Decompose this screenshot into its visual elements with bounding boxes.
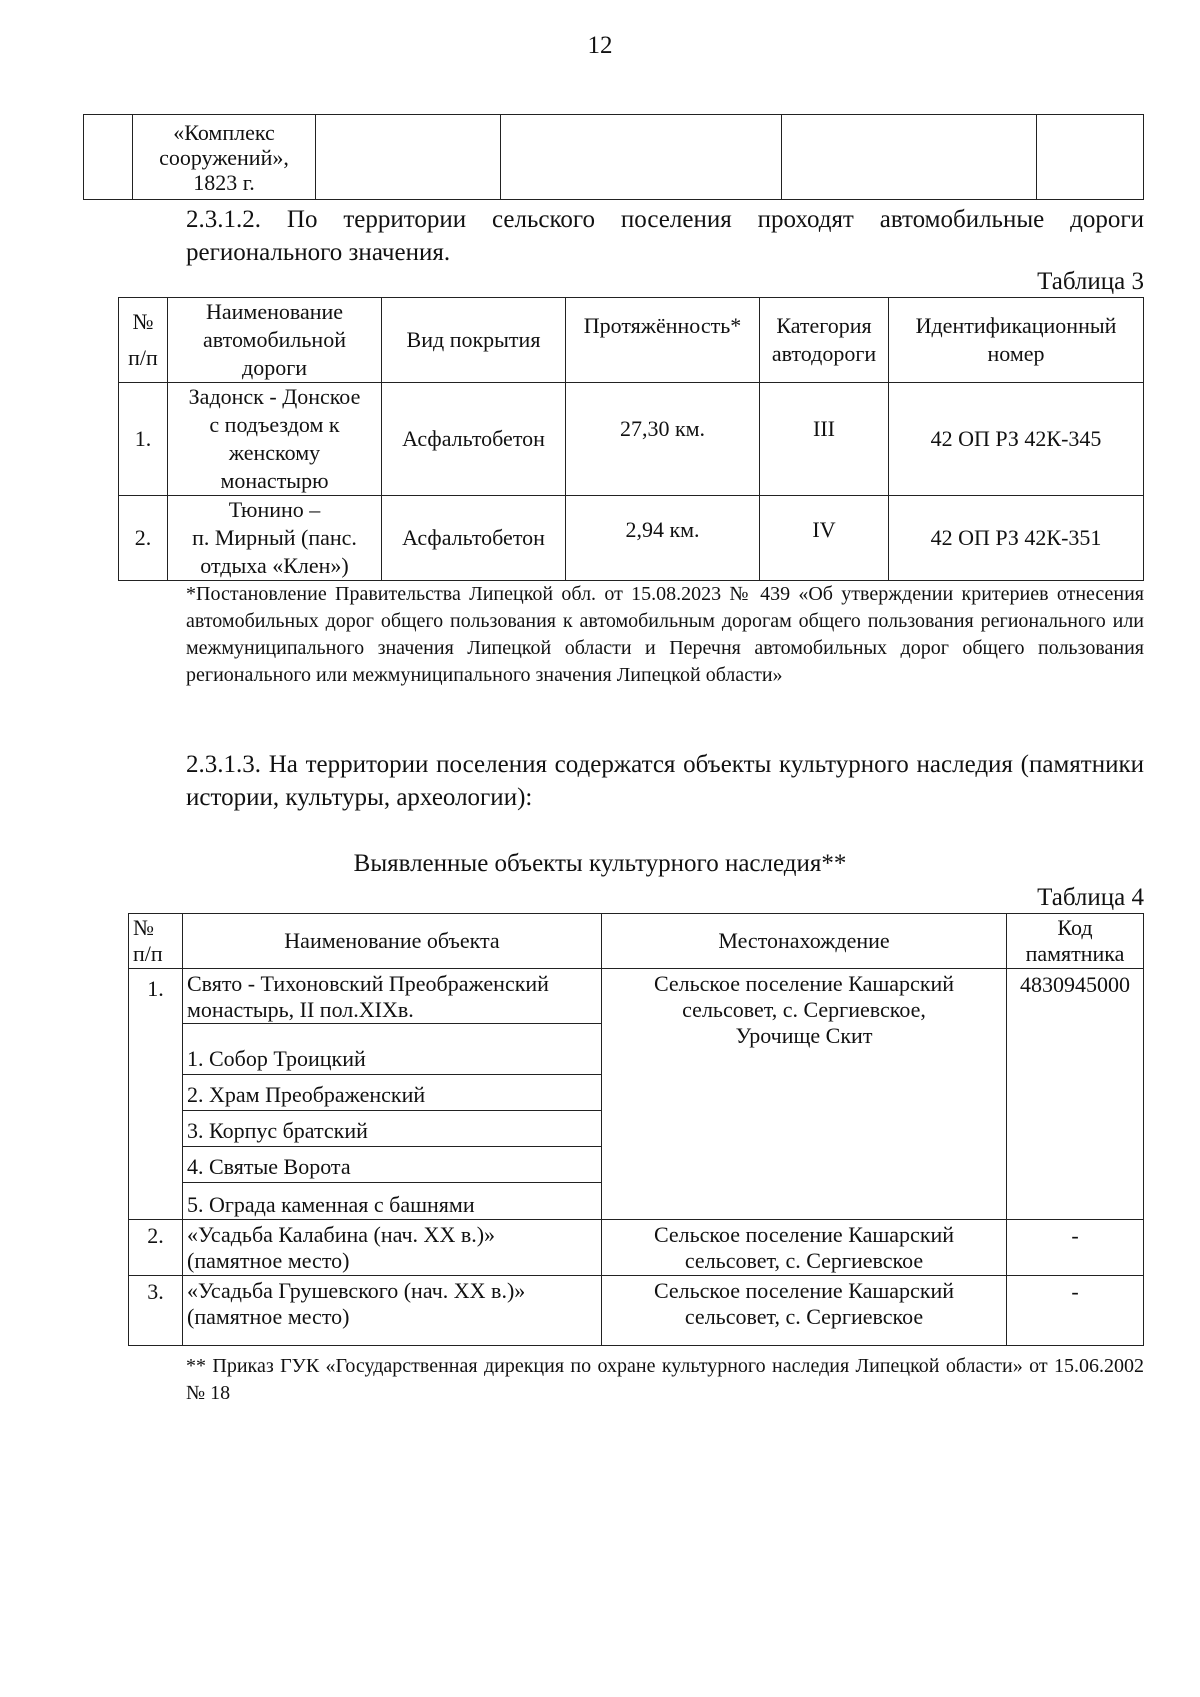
header-line: автомобильной bbox=[203, 327, 346, 352]
table4-cell-code: - bbox=[1007, 1276, 1144, 1346]
header-line: № bbox=[133, 915, 154, 940]
cell-line: Тюнино – bbox=[228, 497, 321, 522]
section-2312-paragraph bbox=[114, 203, 1144, 269]
cell-line: (памятное место) bbox=[187, 1248, 350, 1273]
table3-footnote bbox=[114, 581, 1144, 689]
table4-cell-location bbox=[602, 969, 1007, 1220]
table4-footnote-text: ** Приказ ГУК «Государственная дирекция по охране культурного наследия Липецкой области» от 15.06.2002 № 18 bbox=[186, 1355, 1144, 1404]
monastery-buildings-list bbox=[183, 1024, 601, 1218]
table4-cell-name bbox=[183, 969, 602, 1220]
monastery-name bbox=[183, 969, 601, 1024]
header-line: Код bbox=[1057, 915, 1093, 940]
list-item bbox=[183, 1074, 601, 1110]
table3-cell-surface: Асфальтобетон bbox=[382, 383, 566, 496]
table3-header-id bbox=[889, 298, 1144, 383]
table3-header-row bbox=[119, 298, 1144, 383]
table4-caption: Таблица 4 bbox=[1037, 884, 1144, 911]
list-item bbox=[183, 1024, 601, 1074]
cell-line: Сельское поселение Кашарский bbox=[653, 1222, 955, 1247]
table4-footnote bbox=[114, 1353, 1144, 1407]
table3-header-num bbox=[119, 298, 168, 383]
carry-cell bbox=[316, 115, 501, 200]
cell-line: монастырь, II пол.XIXв. bbox=[187, 997, 414, 1022]
cell-line: «Усадьба Грушевского (нач. ХХ в.)» bbox=[187, 1278, 526, 1303]
table-row bbox=[119, 383, 1144, 496]
header-line: Идентификационный bbox=[915, 313, 1117, 338]
cell-line: отдыха «Клен») bbox=[200, 553, 349, 578]
table3-roads bbox=[118, 297, 1144, 581]
cell-line: п. Мирный (панс. bbox=[192, 525, 357, 550]
cell-line: «Усадьба Калабина (нач. ХХ в.)» bbox=[187, 1222, 496, 1247]
section-2312-text: 2.3.1.2. По территории сельского поселения проходят автомобильные дороги регионального значения. bbox=[186, 206, 1144, 266]
table4-header-code bbox=[1007, 914, 1144, 969]
table3-cell-num: 2. bbox=[119, 496, 168, 581]
table4-cell-code: 4830945000 bbox=[1007, 969, 1144, 1220]
header-line: № bbox=[132, 309, 154, 334]
cell-line: с подъездом к bbox=[209, 412, 340, 437]
table3-cell-name bbox=[168, 496, 382, 581]
table4-cell-location bbox=[602, 1220, 1007, 1276]
table4-cell-name bbox=[183, 1276, 602, 1346]
cell-line: (памятное место) bbox=[187, 1304, 350, 1329]
table3-cell-length: 2,94 км. bbox=[566, 496, 760, 581]
table-row bbox=[129, 1220, 1144, 1276]
header-line: п/п bbox=[128, 345, 158, 370]
list-item bbox=[183, 1110, 601, 1146]
table4-cell-name bbox=[183, 1220, 602, 1276]
list-item-text: 4. Святые Ворота bbox=[183, 1146, 601, 1182]
table4-heritage bbox=[128, 913, 1144, 1346]
table3-cell-category: III bbox=[760, 383, 889, 496]
section-2313-paragraph bbox=[114, 748, 1144, 814]
carry-line: сооружений», bbox=[159, 144, 289, 170]
list-item-text: 5. Ограда каменная с башнями bbox=[187, 1192, 475, 1217]
section-2313-text: 2.3.1.3. На территории поселения содержатся объекты культурного наследия (памятники истории, культуры, археологии): bbox=[186, 751, 1144, 811]
header-line: автодороги bbox=[771, 341, 877, 366]
table3-header-surface: Вид покрытия bbox=[382, 298, 566, 383]
table4-header-row bbox=[129, 914, 1144, 969]
table3-cell-id: 42 ОП РЗ 42К-345 bbox=[889, 383, 1144, 496]
list-item-text: 3. Корпус братский bbox=[183, 1110, 601, 1146]
cell-line: сельсовет, с. Сергиевское, bbox=[682, 997, 926, 1022]
table3-header-category bbox=[760, 298, 889, 383]
page-number: 12 bbox=[587, 32, 613, 59]
table4-cell-num: 3. bbox=[129, 1276, 183, 1346]
carry-line: 1823 г. bbox=[193, 169, 255, 195]
table-row bbox=[129, 1276, 1144, 1346]
cell-line: женскому bbox=[228, 440, 321, 465]
table3-cell-id: 42 ОП РЗ 42К-351 bbox=[889, 496, 1144, 581]
header-line: памятника bbox=[1025, 941, 1125, 966]
table4-cell-code: - bbox=[1007, 1220, 1144, 1276]
carry-over-table bbox=[83, 114, 1144, 200]
table3-cell-num: 1. bbox=[119, 383, 168, 496]
table3-cell-category: IV bbox=[760, 496, 889, 581]
table-row bbox=[119, 496, 1144, 581]
table3-header-length: Протяжённость* bbox=[566, 298, 760, 383]
list-item bbox=[183, 1146, 601, 1182]
table3-cell-length: 27,30 км. bbox=[566, 383, 760, 496]
table3-caption: Таблица 3 bbox=[1037, 268, 1144, 295]
header-line: п/п bbox=[133, 941, 163, 966]
table4-header-location: Местонахождение bbox=[602, 914, 1007, 969]
carry-cell bbox=[1037, 115, 1144, 200]
table3-cell-surface: Асфальтобетон bbox=[382, 496, 566, 581]
table3-cell-name bbox=[168, 383, 382, 496]
carry-cell-name bbox=[133, 115, 316, 200]
table4-cell-num: 1. bbox=[129, 969, 183, 1220]
header-line: дороги bbox=[242, 355, 307, 380]
table4-cell-num: 2. bbox=[129, 1220, 183, 1276]
list-item bbox=[183, 1182, 601, 1218]
table4-header-name: Наименование объекта bbox=[183, 914, 602, 969]
cell-line: Сельское поселение Кашарский bbox=[653, 971, 955, 996]
carry-cell-num bbox=[84, 115, 133, 200]
table3-footnote-text: *Постановление Правительства Липецкой обл. от 15.08.2023 № 439 «Об утверждении критериев отнесения автомобильных дорог общего пользования к автомобильным дорогам общего пользования регионального или межмуниципального значения Липецкой области и Перечня автомобильных дорог общего пользования регионального или межмуниципального значения Липецкой области» bbox=[186, 583, 1144, 686]
header-line: номер bbox=[987, 341, 1045, 366]
carry-line: «Комплекс bbox=[173, 119, 275, 145]
table3-header-name bbox=[168, 298, 382, 383]
list-item-text: 1. Собор Троицкий bbox=[183, 1024, 601, 1074]
table4-title: Выявленные объекты культурного наследия** bbox=[353, 850, 847, 877]
table-row bbox=[129, 969, 1144, 1220]
cell-line: сельсовет, с. Сергиевское bbox=[684, 1248, 924, 1273]
cell-line: сельсовет, с. Сергиевское bbox=[684, 1304, 924, 1329]
carry-cell bbox=[782, 115, 1037, 200]
list-item-text: 2. Храм Преображенский bbox=[183, 1074, 601, 1110]
cell-line: Задонск - Донское bbox=[188, 384, 361, 409]
cell-line: Сельское поселение Кашарский bbox=[653, 1278, 955, 1303]
header-line: Наименование bbox=[205, 299, 344, 324]
table4-header-num bbox=[129, 914, 183, 969]
cell-line: Свято - Тихоновский Преображенский bbox=[187, 971, 549, 996]
carry-cell bbox=[501, 115, 782, 200]
cell-line: монастырю bbox=[220, 468, 329, 493]
header-line: Категория bbox=[776, 313, 872, 338]
cell-line: Урочище Скит bbox=[735, 1023, 873, 1048]
table4-cell-location bbox=[602, 1276, 1007, 1346]
